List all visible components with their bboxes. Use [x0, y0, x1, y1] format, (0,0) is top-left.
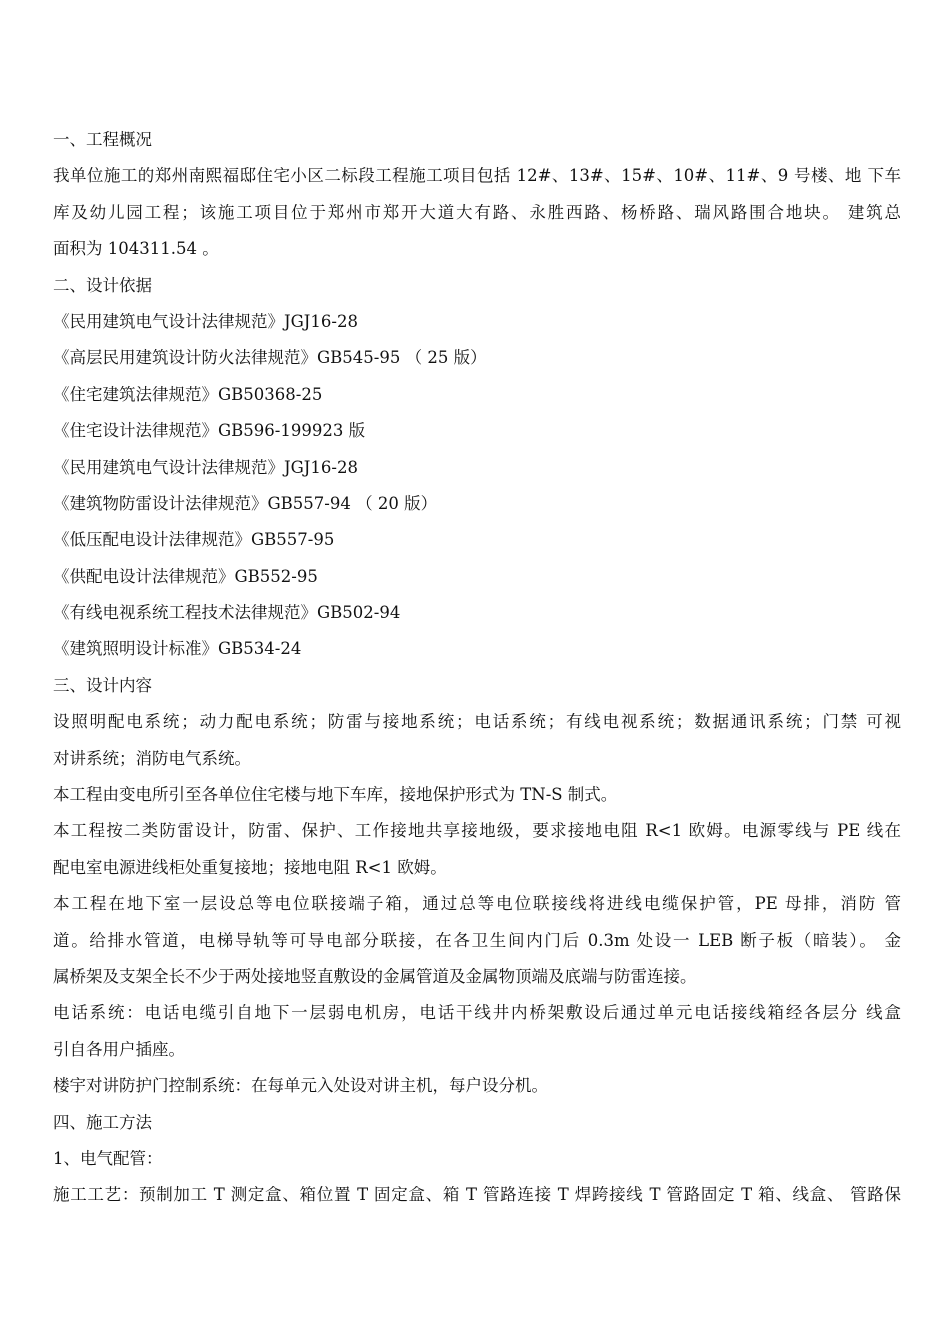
paragraph-line: 楼宇对讲防护门控制系统：在每单元入处设对讲主机，每户设分机。	[53, 1076, 548, 1096]
standard-reference: 《建筑物防雷设计法律规范》GB557-94 （ 20 版）	[53, 493, 438, 513]
paragraph-line: 本工程按二类防雷设计，防雷、保护、工作接地共享接地级，要求接地电阻 R<1 欧姆。电源零线与 PE 线在	[53, 821, 901, 841]
standard-reference: 《住宅设计法律规范》GB596-199923 版	[53, 421, 366, 441]
paragraph-line: 引自各用户插座。	[53, 1039, 185, 1059]
paragraph-line: 我单位施工的郑州南熙福邸住宅小区二标段工程施工项目包括 12#、13#、15#、10#、11#、9 号楼、地 下车	[53, 166, 901, 186]
standard-reference: 《供配电设计法律规范》GB552-95	[53, 566, 318, 586]
standard-reference: 《低压配电设计法律规范》GB557-95	[53, 530, 335, 550]
standard-reference: 《有线电视系统工程技术法律规范》GB502-94	[53, 603, 401, 623]
subsection-heading: 1、电气配管：	[53, 1148, 163, 1168]
paragraph-line: 对讲系统；消防电气系统。	[53, 748, 251, 768]
standard-reference: 《高层民用建筑设计防火法律规范》GB545-95 （ 25 版）	[53, 348, 487, 368]
paragraph-line: 电话系统：电话电缆引自地下一层弱电机房，电话干线井内桥架敷设后通过单元电话接线箱经各层分 线盒	[53, 1003, 901, 1023]
paragraph-line: 属桥架及支架全长不少于两处接地竖直敷设的金属管道及金属物顶端及底端与防雷连接。	[53, 966, 697, 986]
paragraph-line: 本工程在地下室一层设总等电位联接端子箱，通过总等电位联接线将进线电缆保护管，PE 母排，消防 管	[53, 894, 901, 914]
paragraph-line: 配电室电源进线柜处重复接地；接地电阻 R<1 欧姆。	[53, 857, 447, 877]
standard-reference: 《民用建筑电气设计法律规范》JGJ16-28	[53, 457, 358, 477]
standard-reference: 《住宅建筑法律规范》GB50368-25	[53, 384, 323, 404]
standard-reference: 《民用建筑电气设计法律规范》JGJ16-28	[53, 311, 358, 331]
section-heading-content: 三、设计内容	[53, 675, 152, 695]
section-heading-basis: 二、设计依据	[53, 275, 152, 295]
paragraph-line: 本工程由变电所引至各单位住宅楼与地下车库，接地保护形式为 TN-S 制式。	[53, 785, 618, 805]
paragraph-line: 设照明配电系统；动力配电系统；防雷与接地系统；电话系统；有线电视系统；数据通讯系统；门禁 可视	[53, 712, 901, 732]
document-page	[53, 122, 901, 1214]
paragraph-line: 面积为 104311.54 。	[53, 239, 219, 259]
paragraph-line: 库及幼儿园工程；该施工项目位于郑州市郑开大道大有路、永胜西路、杨桥路、瑞风路围合地块。 建筑总	[53, 202, 901, 222]
paragraph-line: 施工工艺：预制加工 T 测定盒、箱位置 T 固定盒、箱 T 管路连接 T 焊跨接线 T 管路固定 T 箱、线盒、 管路保	[53, 1185, 901, 1205]
section-heading-overview: 一、工程概况	[53, 130, 152, 149]
paragraph-line: 道。给排水管道，电梯导轨等可导电部分联接，在各卫生间内门后 0.3m 处设一 LEB 断子板（暗装）。 金	[53, 930, 901, 950]
standard-reference: 《建筑照明设计标准》GB534-24	[53, 639, 302, 659]
section-heading-method: 四、施工方法	[53, 1112, 152, 1132]
